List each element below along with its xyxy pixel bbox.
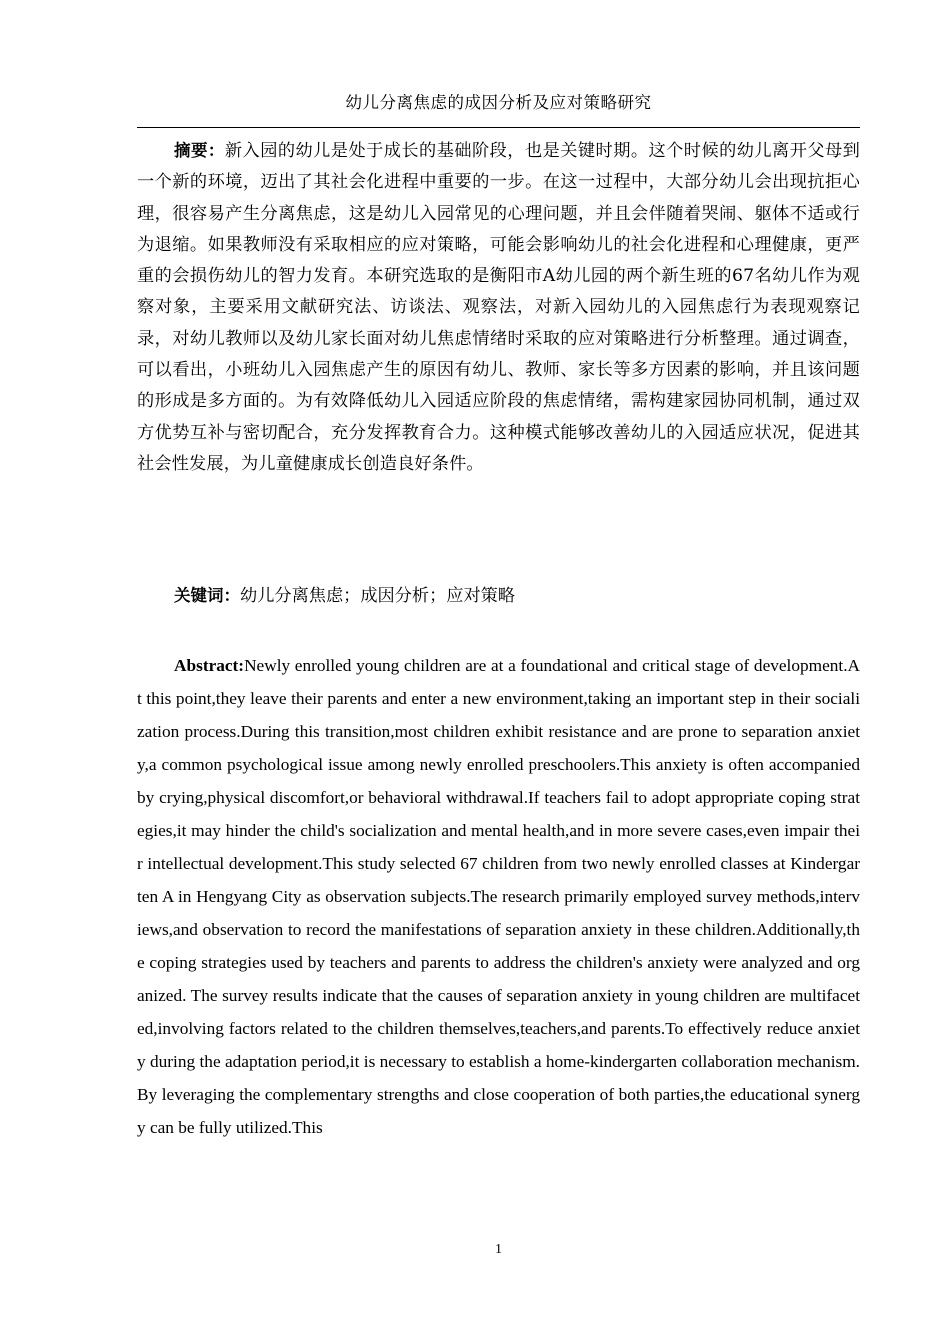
- chinese-keywords: [137, 580, 860, 612]
- english-abstract-text: Newly enrolled young children are at a foundational and critical stage of development.At this point,they leave their parents and enter a new environment,taking an important step in their socialization process.During this transition,most children exhibit resistance and are prone to separation anxiety,a common psychological issue among newly enrolled preschoolers.This anxiety is often accompanied by crying,physical discomfort,or behavioral withdrawal.If teachers fail to adopt appropriate coping strategies,it may hinder the child's socialization and mental health,and in more severe cases,even impair their intellectual development.This study selected 67 children from two newly enrolled classes at Kindergarten A in Hengyang City as observation subjects.The research primarily employed survey methods,interviews,and observation to record the manifestations of separation anxiety in these children.Additionally,the coping strategies used by teachers and parents to address the children's anxiety were analyzed and organized. The survey results indicate that the causes of separation anxiety in young children are multifaceted,involving factors related to the children themselves,teachers,and parents.To effectively reduce anxiety during the adaptation period,it is necessary to establish a home-kindergarten collaboration mechanism.By leveraging the complementary strengths and close cooperation of both parties,the educational synergy can be fully utilized.This: [137, 656, 860, 1137]
- chinese-abstract-text: 新入园的幼儿是处于成长的基础阶段，也是关键时期。这个时候的幼儿离开父母到一个新的环境，迈出了其社会化进程中重要的一步。在这一过程中，大部分幼儿会出现抗拒心理，很容易产生分离焦虑，这是幼儿入园常见的心理问题，并且会伴随着哭闹、躯体不适或行为退缩。如果教师没有采取相应的应对策略，可能会影响幼儿的社会化进程和心理健康，更严重的会损伤幼儿的智力发育。本研究选取的是衡阳市A幼儿园的两个新生班的67名幼儿作为观察对象，主要采用文献研究法、访谈法、观察法，对新入园幼儿的入园焦虑行为表现观察记录，对幼儿教师以及幼儿家长面对幼儿焦虑情绪时采取的应对策略进行分析整理。通过调查，可以看出，小班幼儿入园焦虑产生的原因有幼儿、教师、家长等多方因素的影响，并且该问题的形成是多方面的。为有效降低幼儿入园适应阶段的焦虑情绪，需构建家园协同机制，通过双方优势互补与密切配合，充分发挥教育合力。这种模式能够改善幼儿的入园适应状况，促进其社会性发展，为儿童健康成长创造良好条件。: [137, 141, 860, 474]
- running-header-title: 幼儿分离焦虑的成因分析及应对策略研究: [345, 93, 652, 112]
- english-abstract-label: Abstract:: [174, 656, 245, 675]
- chinese-abstract: [137, 135, 860, 480]
- page-number: 1: [495, 1242, 502, 1257]
- chinese-abstract-label: 摘要：: [174, 141, 225, 160]
- chinese-keywords-text: 幼儿分离焦虑；成因分析；应对策略: [240, 586, 516, 606]
- chinese-keywords-label: 关键词：: [174, 586, 240, 605]
- english-abstract: [137, 649, 860, 1144]
- header-divider: [137, 127, 860, 128]
